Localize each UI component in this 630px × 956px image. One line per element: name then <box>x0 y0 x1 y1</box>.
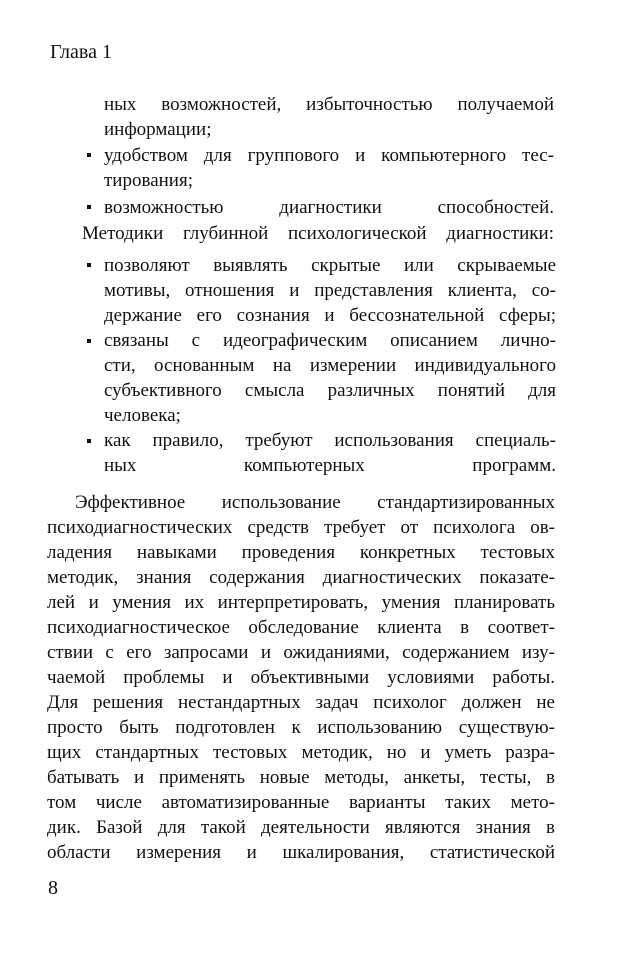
text-line: психодиагностических средств требует от психолога ов- <box>47 517 555 538</box>
text-line: том числе автоматизированные варианты таких мето- <box>47 792 555 813</box>
text-line: Эффективное использование стандартизированных <box>75 492 555 513</box>
text-line: тирования; <box>104 170 193 191</box>
bullet-icon <box>87 153 91 157</box>
text-line: ладения навыками проведения конкретных тестовых <box>47 542 555 563</box>
chapter-header: Глава 1 <box>50 41 112 63</box>
bullet-icon <box>87 263 91 267</box>
text-line: связаны с идеографическим описанием лично- <box>104 330 556 351</box>
text-line: чаемой проблемы и объективными условиями работы. <box>47 667 555 688</box>
text-line: ных компьютерных программ. <box>104 455 556 476</box>
text-line: возможностью диагностики способностей. <box>104 197 554 218</box>
text-line: психодиагностическое обследование клиента в соответ- <box>47 617 555 638</box>
text-line: позволяют выявлять скрытые или скрываемые <box>104 255 556 276</box>
text-line: сти, основанным на измерении индивидуального <box>104 355 556 376</box>
list-item <box>104 328 556 428</box>
list-item <box>104 428 556 478</box>
list1-continuation <box>104 92 554 142</box>
text-line: области измерения и шкалирования, статистической <box>47 842 555 863</box>
text-line: держание его сознания и бессознательной сферы; <box>104 305 556 326</box>
text-line: лей и умения их интерпретировать, умения планировать <box>47 592 555 613</box>
text-line: методик, знания содержания диагностических показате- <box>47 567 555 588</box>
list-item <box>104 143 554 193</box>
body-paragraph <box>47 490 555 865</box>
text-line: Методики глубинной психологической диагностики: <box>82 223 554 244</box>
bullet-icon <box>87 205 91 209</box>
text-line: батывать и применять новые методы, анкеты, тесты, в <box>47 767 555 788</box>
bullet-icon <box>87 439 91 443</box>
text-line: человека; <box>104 405 181 426</box>
text-line: мотивы, отношения и представления клиента, со- <box>104 280 556 301</box>
text-line: Для решения нестандартных задач психолог должен не <box>47 692 555 713</box>
text-line: информации; <box>104 119 212 140</box>
text-line: дик. Базой для такой деятельности являются знания в <box>47 817 555 838</box>
list-item <box>104 253 556 328</box>
list-item <box>104 195 554 220</box>
text-line: субъективного смысла различных понятий для <box>104 380 556 401</box>
text-line: щих стандартных тестовых методик, но и уметь разра- <box>47 742 555 763</box>
text-line: просто быть подготовлен к использованию существую- <box>47 717 555 738</box>
text-line: удобством для группового и компьютерного тес- <box>104 145 554 166</box>
text-line: как правило, требуют использования специаль- <box>104 430 556 451</box>
text-line: ных возможностей, избыточностью получаемой <box>104 94 554 115</box>
bullet-icon <box>87 339 91 343</box>
page-number: 8 <box>48 877 58 899</box>
section-intro <box>82 221 554 246</box>
text-line: ствии с его запросами и ожиданиями, содержанием изу- <box>47 642 555 663</box>
